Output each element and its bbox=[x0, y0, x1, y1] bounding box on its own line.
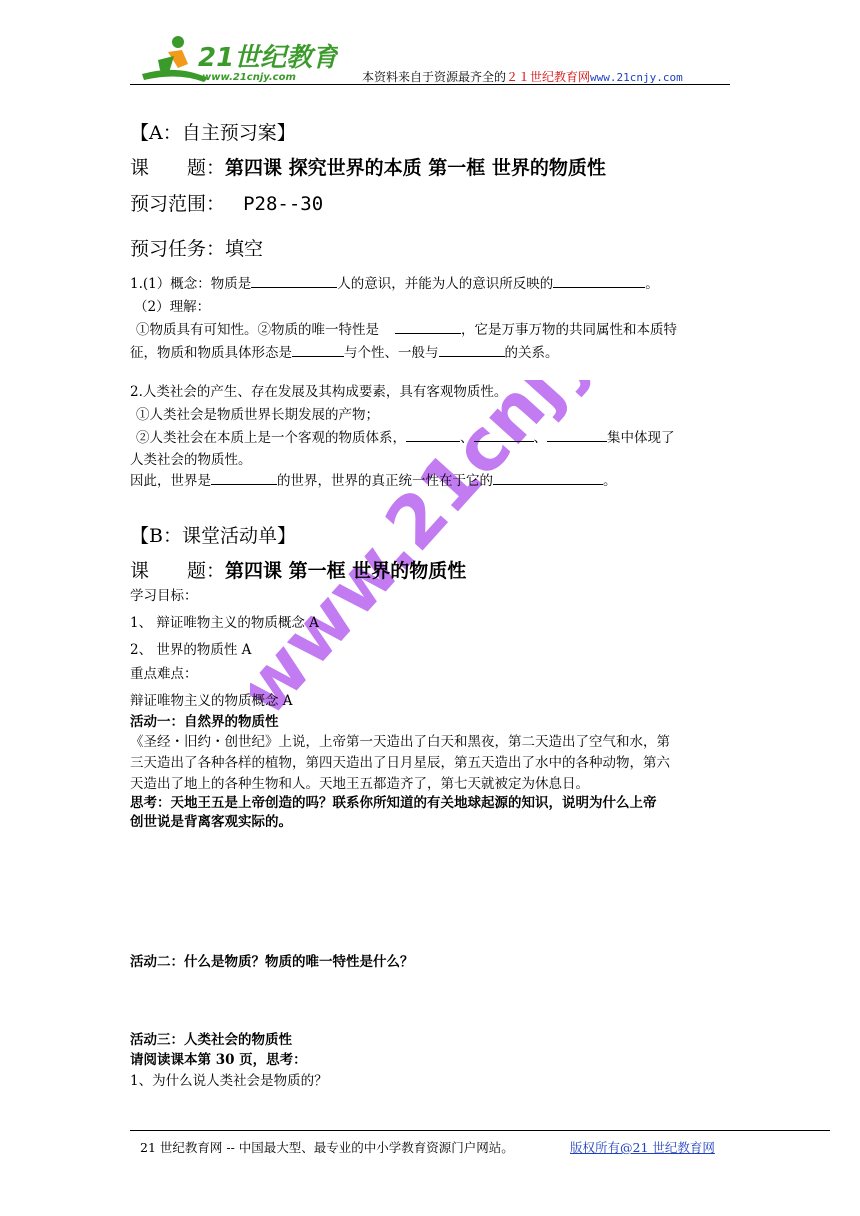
copyright-link[interactable]: 版权所有@21 世纪教育网 bbox=[570, 1140, 715, 1155]
q2b-end: 集中体现了 bbox=[607, 430, 675, 446]
activity-2-title: 活动二：什么是物质？物质的唯一特性是什么？ bbox=[130, 954, 414, 970]
activity-1-line-1: 《圣经・旧约・创世纪》上说，上帝第一天造出了白天和黑夜，第二天造出了空气和水，第 bbox=[130, 734, 670, 750]
q2d-pre: 因此，世界是 bbox=[130, 473, 211, 489]
think-1-line-2: 创世说是背离客观实际的。 bbox=[130, 814, 292, 830]
section-b-topic bbox=[130, 556, 466, 583]
question-2-title: 2.人类社会的产生、存在发展及其构成要素，具有客观物质性。 bbox=[130, 384, 508, 400]
goal-2: 2、 世界的物质性 A bbox=[130, 642, 252, 658]
question-2d bbox=[130, 469, 617, 489]
key-points-label: 重点难点： bbox=[130, 666, 198, 682]
activity-3-read: 请阅读课本第 30 页，思考： bbox=[130, 1052, 307, 1068]
q2d-end: 。 bbox=[603, 473, 617, 489]
blank-field[interactable] bbox=[493, 470, 603, 485]
question-1d bbox=[130, 341, 559, 361]
blank-field[interactable] bbox=[406, 427, 460, 442]
site-logo bbox=[138, 30, 338, 88]
blank-field[interactable] bbox=[211, 470, 277, 485]
preview-task: 预习任务：填空 bbox=[130, 238, 264, 260]
activity-3-question-1: 1、为什么说人类社会是物质的？ bbox=[130, 1073, 328, 1089]
activity-1-title: 活动一：自然界的物质性 bbox=[130, 714, 279, 730]
source-prefix: 本资料来自于资源最齐全的 bbox=[362, 70, 507, 84]
q1d-mid: 与个性、一般与 bbox=[344, 345, 439, 361]
activity-1-line-3: 天造出了地上的各种生物和人。天地王五都造齐了，第七天就被定为休息日。 bbox=[130, 776, 589, 792]
q1a-mid: 人的意识，并能为人的意识所反映的 bbox=[337, 276, 554, 292]
activity-1-line-2: 三天造出了各种各样的植物，第四天造出了日月星辰，第五天造出了水中的各种动物，第六 bbox=[130, 755, 670, 771]
topic-title: 第四课 第一框 世界的物质性 bbox=[225, 560, 467, 582]
header-divider bbox=[130, 84, 730, 85]
question-2a: ①人类社会是物质世界长期发展的产物； bbox=[136, 407, 379, 423]
scope-label: 预习范围： bbox=[130, 193, 226, 215]
logo-url: www.21cnjy.com bbox=[202, 72, 296, 83]
q2b-sep: 、 bbox=[460, 430, 474, 446]
logo-graphic bbox=[138, 30, 338, 88]
source-url-link[interactable]: www.21cnjy.com bbox=[590, 71, 683, 84]
topic-label: 课 题： bbox=[130, 157, 226, 179]
question-2b bbox=[136, 426, 675, 446]
think-1-line-1: 思考：天地王五是上帝创造的吗？联系你所知道的有关地球起源的知识，说明为什么上帝 bbox=[130, 795, 657, 811]
q1c-end: ，它是万事万物的共同属性和本质特 bbox=[461, 322, 677, 338]
section-a-heading: 【A：自主预习案】 bbox=[130, 122, 296, 144]
q1a-end: 。 bbox=[645, 276, 659, 292]
blank-field[interactable] bbox=[395, 319, 461, 334]
question-1b: （2）理解： bbox=[134, 299, 211, 315]
footer-divider bbox=[130, 1130, 830, 1131]
key-point-1: 辩证唯物主义的物质概念 A bbox=[130, 693, 293, 709]
goal-1: 1、 辩证唯物主义的物质概念 A bbox=[130, 615, 319, 631]
question-2c: 人类社会的物质性。 bbox=[130, 452, 252, 468]
question-1a bbox=[130, 272, 659, 292]
topic-title: 第四课 探究世界的本质 第一框 世界的物质性 bbox=[225, 157, 606, 179]
logo-text: 21世纪教育 bbox=[198, 43, 338, 73]
section-a-topic bbox=[130, 153, 606, 180]
watermark-text: www.21cnjy.com bbox=[250, 380, 710, 732]
q1d-end: 的关系。 bbox=[504, 345, 559, 361]
q1a-pre: 1.(1）概念：物质是 bbox=[130, 276, 252, 292]
blank-field[interactable] bbox=[474, 427, 534, 442]
source-site: ２１世纪教育网 bbox=[506, 70, 591, 84]
q1c-pre: ①物质具有可知性。②物质的唯一特性是 bbox=[136, 322, 379, 338]
scope-value: P28--30 bbox=[243, 193, 324, 215]
section-b-heading: 【B：课堂活动单】 bbox=[130, 525, 296, 547]
blank-field[interactable] bbox=[547, 427, 607, 442]
question-1c bbox=[136, 318, 677, 338]
activity-3-title: 活动三：人类社会的物质性 bbox=[130, 1032, 292, 1048]
q2b-sep: 、 bbox=[533, 430, 547, 446]
goals-label: 学习目标： bbox=[130, 588, 198, 604]
blank-field[interactable] bbox=[553, 273, 645, 288]
preview-scope bbox=[130, 189, 323, 216]
blank-field[interactable] bbox=[292, 342, 344, 357]
topic-label: 课 题： bbox=[130, 560, 226, 582]
blank-field[interactable] bbox=[251, 273, 337, 288]
header-source bbox=[362, 68, 683, 85]
q1d-pre: 征，物质和物质具体形态是 bbox=[130, 345, 292, 361]
footer-text: 21 世纪教育网 -- 中国最大型、最专业的中小学教育资源门户网站。 bbox=[140, 1140, 514, 1155]
q2d-mid: 的世界，世界的真正统一性在于它的 bbox=[277, 473, 493, 489]
blank-field[interactable] bbox=[439, 342, 505, 357]
q2b-pre: ②人类社会在本质上是一个客观的物质体系， bbox=[136, 430, 406, 446]
